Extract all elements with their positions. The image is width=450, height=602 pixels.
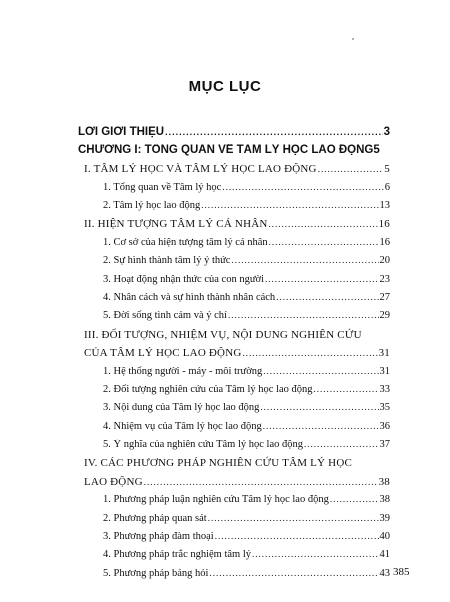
toc-entry-page: 5 xyxy=(373,144,380,156)
toc-entry-page: 16 xyxy=(379,237,390,248)
dot-leader xyxy=(242,348,377,358)
toc-entry-page: 35 xyxy=(379,402,390,413)
toc-entry-title: CỦA TÂM LÝ HỌC LAO ĐỘNG xyxy=(84,347,242,359)
dot-leader xyxy=(222,182,383,192)
toc-entry-title: 1. Cơ sở của hiện tượng tâm lý cá nhân xyxy=(103,237,268,248)
toc-entry-title: CHƯƠNG I: TỔNG QUAN VỀ TÂM LÝ HỌC LAO ĐỘNG xyxy=(78,144,374,156)
toc-entry-title: 2. Sự hình thành tâm lý ý thức xyxy=(103,255,231,266)
toc-entry-page: 38 xyxy=(379,494,390,505)
page-number: 385 xyxy=(393,566,410,578)
toc-entry-page: 29 xyxy=(379,310,390,321)
page-title: MỤC LỤC xyxy=(188,78,262,95)
toc-entry[interactable] xyxy=(78,144,390,156)
toc-entry[interactable] xyxy=(84,476,390,488)
toc-entry-page: 27 xyxy=(379,292,390,303)
toc-entry[interactable] xyxy=(84,347,390,359)
toc-entry-page: 43 xyxy=(379,568,390,579)
toc-entry-title: 3. Nội dung của Tâm lý học lao động xyxy=(103,402,260,413)
dot-leader xyxy=(215,531,379,541)
toc-entry[interactable] xyxy=(84,163,390,175)
dot-leader xyxy=(314,384,379,394)
toc-entry-page: 37 xyxy=(379,439,390,450)
dot-leader xyxy=(228,310,379,320)
toc-entry[interactable] xyxy=(103,310,390,321)
toc-entry-page: 5 xyxy=(384,163,390,175)
toc-entry-page: 31 xyxy=(379,366,390,377)
dot-leader xyxy=(269,219,378,229)
dot-leader xyxy=(252,549,378,559)
toc-entry[interactable] xyxy=(103,274,390,285)
toc-entry-title: 2. Tâm lý học lao động xyxy=(103,200,201,211)
toc-entry-title: LỜI GIỚI THIỆU xyxy=(78,126,165,138)
toc-entry-page: 16 xyxy=(378,218,390,230)
toc-entry-page: 41 xyxy=(379,549,390,560)
toc-entry-title: 3. Hoạt động nhận thức của con người xyxy=(103,274,264,285)
dot-leader xyxy=(208,513,379,523)
dot-leader xyxy=(209,568,378,578)
toc-entry[interactable] xyxy=(103,237,390,248)
dot-leader xyxy=(330,494,379,504)
scan-speck xyxy=(352,38,354,40)
toc-entry-title: 5. Đời sống tình cảm và ý chí xyxy=(103,310,227,321)
toc-entry-title: 1. Hệ thống người - máy - môi trường xyxy=(103,366,263,377)
toc-entry[interactable] xyxy=(103,531,390,542)
toc-entry-title: 2. Phương pháp quan sát xyxy=(103,513,207,524)
toc-entry-title: 5. Ý nghĩa của nghiên cứu Tâm lý học lao động xyxy=(103,439,303,450)
toc-entry[interactable] xyxy=(103,421,390,432)
dot-leader xyxy=(263,366,378,376)
dot-leader xyxy=(144,477,378,487)
toc-entry-title: II. HIỆN TƯỢNG TÂM LÝ CÁ NHÂN xyxy=(84,218,268,230)
toc-entry[interactable] xyxy=(103,402,390,413)
toc-entry[interactable] xyxy=(103,384,390,395)
toc-entry[interactable] xyxy=(103,200,390,211)
dot-leader xyxy=(304,439,379,449)
toc-entry[interactable] xyxy=(103,513,390,524)
toc-entry-page: 36 xyxy=(379,421,390,432)
dot-leader xyxy=(318,164,384,174)
toc-entry-page: 38 xyxy=(378,476,390,488)
toc-entry-title[interactable]: IV. CÁC PHƯƠNG PHÁP NGHIÊN CỨU TÂM LÝ HỌC xyxy=(84,457,353,469)
toc-entry[interactable] xyxy=(103,366,390,377)
toc-entry-title: I. TÂM LÝ HỌC VÀ TÂM LÝ HỌC LAO ĐỘNG xyxy=(84,163,317,175)
toc-entry-title: 1. Tổng quan về Tâm lý học xyxy=(103,182,222,193)
dot-leader xyxy=(260,402,378,412)
toc-entry-title: 1. Phương pháp luận nghiên cứu Tâm lý học lao động xyxy=(103,494,329,505)
toc-entry-page: 20 xyxy=(379,255,390,266)
toc-entry-page: 3 xyxy=(383,126,390,138)
toc-entry-title: 4. Nhân cách và sự hình thành nhân cách xyxy=(103,292,276,303)
toc-entry-title: 4. Phương pháp trắc nghiệm tâm lý xyxy=(103,549,252,560)
dot-leader xyxy=(231,255,378,265)
dot-leader xyxy=(165,127,383,137)
toc-entry-title: 5. Phương pháp bảng hỏi xyxy=(103,568,209,579)
toc-entry[interactable] xyxy=(103,182,390,193)
dot-leader xyxy=(263,421,379,431)
toc-entry-title: 4. Nhiệm vụ của Tâm lý học lao động xyxy=(103,421,262,432)
toc-entry-page: 6 xyxy=(384,182,390,193)
toc-entry[interactable] xyxy=(78,126,390,138)
dot-leader xyxy=(201,200,378,210)
toc-entry-page: 13 xyxy=(379,200,390,211)
toc-entry[interactable] xyxy=(103,292,390,303)
toc-entry[interactable] xyxy=(103,255,390,266)
toc-entry[interactable] xyxy=(84,218,390,230)
toc-entry-title: 3. Phương pháp đàm thoại xyxy=(103,531,214,542)
toc-entry-title: 2. Đối tượng nghiên cứu của Tâm lý học lao động xyxy=(103,384,313,395)
toc-entry-page: 40 xyxy=(379,531,390,542)
toc-entry-page: 39 xyxy=(379,513,390,524)
toc-entry-page: 23 xyxy=(379,274,390,285)
toc-entry[interactable] xyxy=(103,494,390,505)
toc-entry[interactable] xyxy=(103,549,390,560)
toc-entry[interactable] xyxy=(103,568,390,579)
dot-leader xyxy=(269,237,379,247)
toc-entry-title: LAO ĐỘNG xyxy=(84,476,143,488)
toc-entry[interactable] xyxy=(103,439,390,450)
toc-entry-page: 31 xyxy=(378,347,390,359)
dot-leader xyxy=(265,274,379,284)
dot-leader xyxy=(276,292,378,302)
toc-entry-title[interactable]: III. ĐỐI TƯỢNG, NHIỆM VỤ, NỘI DUNG NGHIÊN CỨU xyxy=(84,329,362,341)
toc-entry-page: 33 xyxy=(379,384,390,395)
